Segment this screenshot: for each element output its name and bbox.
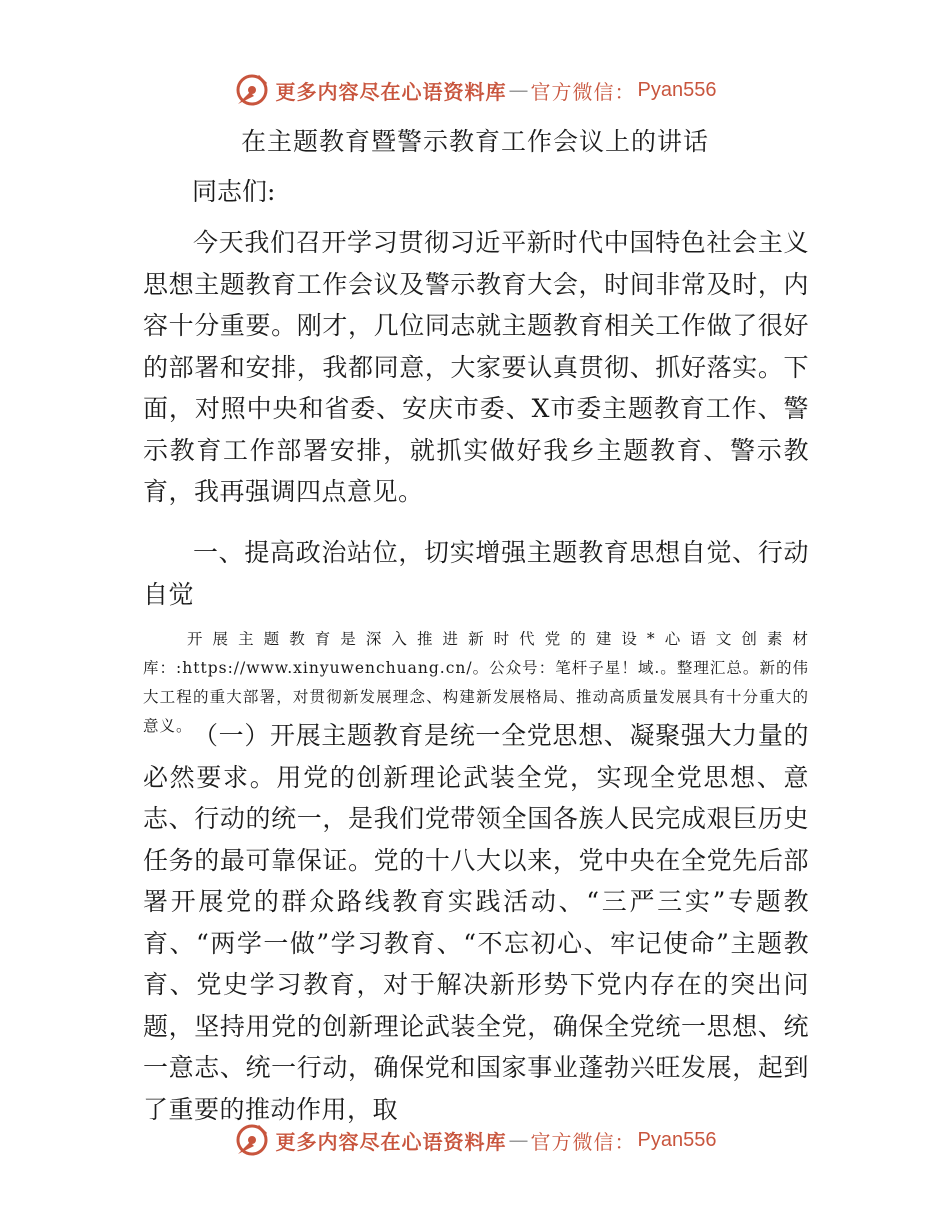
watermark-wechat-label: 官方微信： <box>530 79 636 104</box>
watermark-wechat-id: Pyan556 <box>637 78 717 101</box>
watermark-wechat-label: 官方微信： <box>530 1129 636 1154</box>
watermark-site-text: 更多内容尽在心语资料库 <box>275 1129 507 1154</box>
section-heading-1: 一、提高政治站位，切实增强主题教育思想自觉、行动自觉 <box>143 538 809 609</box>
watermark-dash: — <box>508 78 529 102</box>
paragraph-subsection-1: （一）开展主题教育是统一全党思想、凝聚强大力量的必然要求。用党的创新理论武装全党，实现全党思想、意志、行动的统一，是我们党带领全国各族人民完成艰巨历史任务的最可靠保证。党的十八大以来，党中央在全党先后部署开展党的群众路线教育实践活动、“三严三实”专题教育、“两学一做”学习教育、“不忘初心、牢记使命”主题教育、党史学习教育，对于解决新形势下党内存在的突出问题，坚持用党的创新理论武装全党，确保全党统一思想、统一意志、统一行动，确保党和国家事业蓬勃兴旺发展，起到了重要的推动作用，取 <box>143 721 809 1124</box>
quill-pen-circle-icon <box>234 1122 270 1158</box>
watermark-banner-bottom <box>0 1120 950 1160</box>
watermark-banner-top <box>0 70 950 110</box>
paragraph-small-print: 开展主题教育是深入推进新时代党的建设*心语文创素材库：:https://www.xinyuwenchuang.cn/。公众号：笔杆子星！域.。整理汇总。新的伟大工程的重大部署，对贯彻新发展理念、构建新发展格局、推动高质量发展具有十分重大的意义。 <box>143 630 809 735</box>
quill-pen-circle-icon <box>234 72 270 108</box>
salutation: 同志们: <box>192 177 276 206</box>
paragraph-intro: 今天我们召开学习贯彻习近平新时代中国特色社会主义思想主题教育工作会议及警示教育大会，时间非常及时，内容十分重要。刚才，几位同志就主题教育相关工作做了很好的部署和安排，我都同意，大家要认真贯彻、抓好落实。下面，对照中央和省委、安庆市委、X市委主题教育工作、警示教育工作部署安排，就抓实做好我乡主题教育、警示教育，我再强调四点意见。 <box>143 228 809 506</box>
watermark-site-text: 更多内容尽在心语资料库 <box>275 79 507 104</box>
document-title: 在主题教育暨警示教育工作会议上的讲话 <box>240 127 709 156</box>
watermark-wechat-id: Pyan556 <box>637 1128 717 1151</box>
watermark-dash: — <box>508 1128 529 1152</box>
